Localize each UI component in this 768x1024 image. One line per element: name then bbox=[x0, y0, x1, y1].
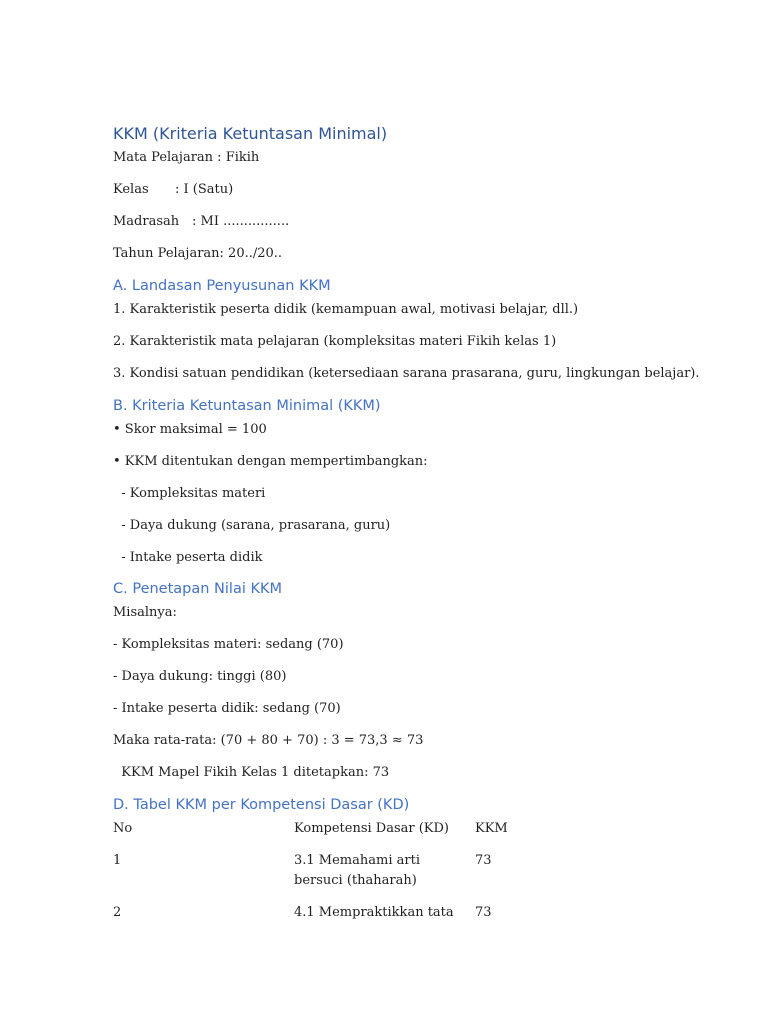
section-c-item: Misalnya: bbox=[113, 605, 177, 620]
document-title: KKM (Kriteria Ketuntasan Minimal) bbox=[113, 124, 388, 143]
section-b-heading: B. Kriteria Ketuntasan Minimal (KKM) bbox=[113, 398, 381, 414]
table-header-no: No bbox=[113, 821, 133, 836]
academic-year-line: Tahun Pelajaran: 20../20.. bbox=[113, 246, 283, 261]
section-b-item: - Daya dukung (sarana, prasarana, guru) bbox=[113, 518, 391, 533]
madrasah-value: : MI ................ bbox=[192, 214, 290, 229]
table-cell-kkm: 73 bbox=[475, 853, 492, 868]
table-cell-no: 1 bbox=[113, 853, 122, 868]
table-cell-kd: 3.1 Memahami arti bersuci (thaharah) bbox=[294, 853, 420, 888]
madrasah-label: Madrasah bbox=[113, 214, 180, 229]
section-b-item: - Kompleksitas materi bbox=[113, 486, 266, 501]
madrasah-line bbox=[113, 212, 289, 232]
section-b-item: • Skor maksimal = 100 bbox=[113, 422, 267, 437]
section-b-item: - Intake peserta didik bbox=[113, 550, 263, 565]
section-c-item: KKM Mapel Fikih Kelas 1 ditetapkan: 73 bbox=[113, 765, 390, 780]
section-a-item: 3. Kondisi satuan pendidikan (ketersediaan sarana prasarana, guru, lingkungan belajar). bbox=[113, 366, 700, 381]
table-cell-no: 2 bbox=[113, 905, 122, 920]
class-value: : I (Satu) bbox=[175, 182, 234, 197]
section-b-item: • KKM ditentukan dengan mempertimbangkan: bbox=[113, 454, 428, 469]
section-c-heading: C. Penetapan Nilai KKM bbox=[113, 581, 283, 597]
section-c-item: Maka rata-rata: (70 + 80 + 70) : 3 = 73,3 ≈ 73 bbox=[113, 733, 424, 748]
section-a-item: 2. Karakteristik mata pelajaran (kompleksitas materi Fikih kelas 1) bbox=[113, 334, 557, 349]
subject-line: Mata Pelajaran : Fikih bbox=[113, 150, 260, 165]
section-a-item: 1. Karakteristik peserta didik (kemampuan awal, motivasi belajar, dll.) bbox=[113, 302, 579, 317]
section-c-item: - Kompleksitas materi: sedang (70) bbox=[113, 637, 344, 652]
section-c-item: - Intake peserta didik: sedang (70) bbox=[113, 701, 341, 716]
section-d-heading: D. Tabel KKM per Kompetensi Dasar (KD) bbox=[113, 797, 410, 813]
table-cell-kd: 4.1 Mempraktikkan tata bbox=[294, 905, 454, 920]
table-header-kd: Kompetensi Dasar (KD) bbox=[294, 821, 450, 836]
table-header-kkm: KKM bbox=[475, 821, 508, 836]
class-line bbox=[113, 180, 233, 200]
table-cell-kkm: 73 bbox=[475, 905, 492, 920]
section-a-heading: A. Landasan Penyusunan KKM bbox=[113, 278, 331, 294]
section-c-item: - Daya dukung: tinggi (80) bbox=[113, 669, 287, 684]
class-label: Kelas bbox=[113, 182, 149, 197]
